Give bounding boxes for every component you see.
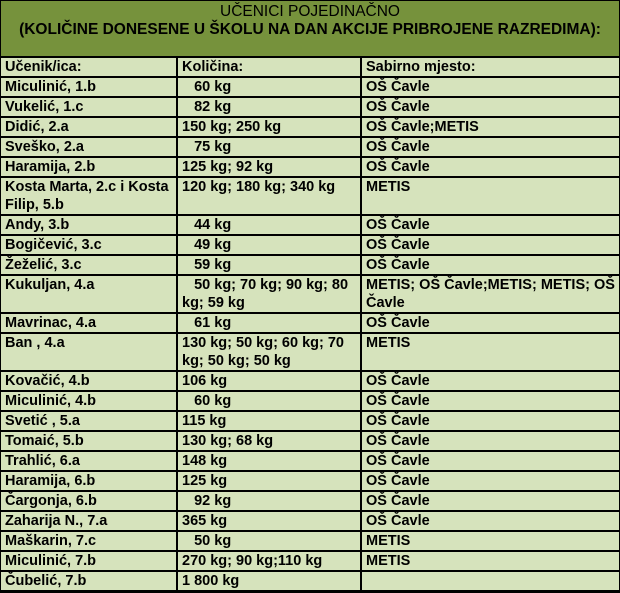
cell-quantity: 125 kg <box>178 472 362 490</box>
table-row <box>1 178 619 214</box>
cell-student: Ban , 4.a <box>1 334 178 370</box>
cell-collection-point: OŠ Čavle <box>362 98 619 116</box>
cell-collection-point: OŠ Čavle <box>362 512 619 530</box>
cell-student: Kosta Marta, 2.c i Kosta Filip, 5.b <box>1 178 178 214</box>
cell-student: Tomaić, 5.b <box>1 432 178 450</box>
cell-collection-point: OŠ Čavle <box>362 492 619 510</box>
cell-quantity: 125 kg; 92 kg <box>178 158 362 176</box>
cell-student: Trahlić, 6.a <box>1 452 178 470</box>
table-row <box>1 392 619 410</box>
cell-quantity: 1 800 kg <box>178 572 362 590</box>
table-row <box>1 334 619 370</box>
cell-quantity: 130 kg; 50 kg; 60 kg; 70 kg; 50 kg; 50 kg <box>178 334 362 370</box>
cell-student: Čargonja, 6.b <box>1 492 178 510</box>
header-quantity: Količina: <box>178 58 362 76</box>
title-line-2: (KOLIČINE DONESENE U ŠKOLU NA DAN AKCIJE PRIBROJENE RAZREDIMA): <box>19 21 601 38</box>
cell-collection-point: METIS <box>362 552 619 570</box>
table-row <box>1 118 619 136</box>
cell-quantity: 120 kg; 180 kg; 340 kg <box>178 178 362 214</box>
cell-collection-point: OŠ Čavle <box>362 412 619 430</box>
cell-student: Didić, 2.a <box>1 118 178 136</box>
cell-student: Haramija, 2.b <box>1 158 178 176</box>
cell-collection-point: METIS <box>362 532 619 550</box>
table-row <box>1 532 619 550</box>
table-row <box>1 98 619 116</box>
table-row <box>1 572 619 590</box>
cell-collection-point: OŠ Čavle <box>362 138 619 156</box>
cell-quantity: 60 kg <box>178 392 362 410</box>
cell-collection-point: OŠ Čavle;METIS <box>362 118 619 136</box>
header-student: Učenik/ica: <box>1 58 178 76</box>
title-line-1: UČENICI POJEDINAČNO <box>220 3 400 20</box>
header-collection-point: Sabirno mjesto: <box>362 58 619 76</box>
cell-quantity: 365 kg <box>178 512 362 530</box>
table-row <box>1 552 619 570</box>
cell-quantity: 115 kg <box>178 412 362 430</box>
cell-quantity: 44 kg <box>178 216 362 234</box>
students-table <box>1 56 619 592</box>
table-row <box>1 372 619 390</box>
cell-quantity: 50 kg; 70 kg; 90 kg; 80 kg; 59 kg <box>178 276 362 312</box>
table-row <box>1 216 619 234</box>
cell-collection-point: OŠ Čavle <box>362 452 619 470</box>
table-title <box>1 1 619 56</box>
table-body <box>1 78 619 590</box>
cell-student: Haramija, 6.b <box>1 472 178 490</box>
cell-student: Kukuljan, 4.a <box>1 276 178 312</box>
cell-student: Zaharija N., 7.a <box>1 512 178 530</box>
cell-student: Miculinić, 4.b <box>1 392 178 410</box>
cell-student: Kovačić, 4.b <box>1 372 178 390</box>
cell-collection-point: METIS <box>362 334 619 370</box>
cell-quantity: 92 kg <box>178 492 362 510</box>
cell-student: Čubelić, 7.b <box>1 572 178 590</box>
cell-collection-point: METIS <box>362 178 619 214</box>
table-row <box>1 276 619 312</box>
table-row <box>1 138 619 156</box>
cell-student: Bogičević, 3.c <box>1 236 178 254</box>
cell-student: Vukelić, 1.c <box>1 98 178 116</box>
cell-collection-point <box>362 572 619 590</box>
cell-student: Andy, 3.b <box>1 216 178 234</box>
cell-collection-point: OŠ Čavle <box>362 158 619 176</box>
cell-quantity: 75 kg <box>178 138 362 156</box>
cell-student: Maškarin, 7.c <box>1 532 178 550</box>
cell-quantity: 148 kg <box>178 452 362 470</box>
cell-student: Žeželić, 3.c <box>1 256 178 274</box>
cell-student: Svetić , 5.a <box>1 412 178 430</box>
table-row <box>1 472 619 490</box>
cell-student: Sveško, 2.a <box>1 138 178 156</box>
cell-quantity: 59 kg <box>178 256 362 274</box>
cell-quantity: 60 kg <box>178 78 362 96</box>
cell-collection-point: OŠ Čavle <box>362 314 619 332</box>
table-row <box>1 412 619 430</box>
cell-collection-point: OŠ Čavle <box>362 372 619 390</box>
table-row <box>1 432 619 450</box>
table-row <box>1 236 619 254</box>
cell-collection-point: OŠ Čavle <box>362 256 619 274</box>
cell-collection-point: OŠ Čavle <box>362 392 619 410</box>
cell-collection-point: OŠ Čavle <box>362 432 619 450</box>
table-row <box>1 158 619 176</box>
cell-student: Miculinić, 7.b <box>1 552 178 570</box>
table-row <box>1 78 619 96</box>
table-row <box>1 512 619 530</box>
cell-collection-point: OŠ Čavle <box>362 216 619 234</box>
cell-collection-point: METIS; OŠ Čavle;METIS; METIS; OŠ Čavle <box>362 276 619 312</box>
cell-collection-point: OŠ Čavle <box>362 78 619 96</box>
cell-student: Mavrinac, 4.a <box>1 314 178 332</box>
cell-quantity: 270 kg; 90 kg;110 kg <box>178 552 362 570</box>
table-row <box>1 314 619 332</box>
cell-quantity: 130 kg; 68 kg <box>178 432 362 450</box>
cell-collection-point: OŠ Čavle <box>362 236 619 254</box>
cell-quantity: 49 kg <box>178 236 362 254</box>
cell-quantity: 50 kg <box>178 532 362 550</box>
cell-quantity: 106 kg <box>178 372 362 390</box>
table-row <box>1 452 619 470</box>
table-row <box>1 256 619 274</box>
table-row <box>1 492 619 510</box>
cell-quantity: 82 kg <box>178 98 362 116</box>
cell-collection-point: OŠ Čavle <box>362 472 619 490</box>
cell-student: Miculinić, 1.b <box>1 78 178 96</box>
header-row <box>1 58 619 76</box>
cell-quantity: 150 kg; 250 kg <box>178 118 362 136</box>
cell-quantity: 61 kg <box>178 314 362 332</box>
